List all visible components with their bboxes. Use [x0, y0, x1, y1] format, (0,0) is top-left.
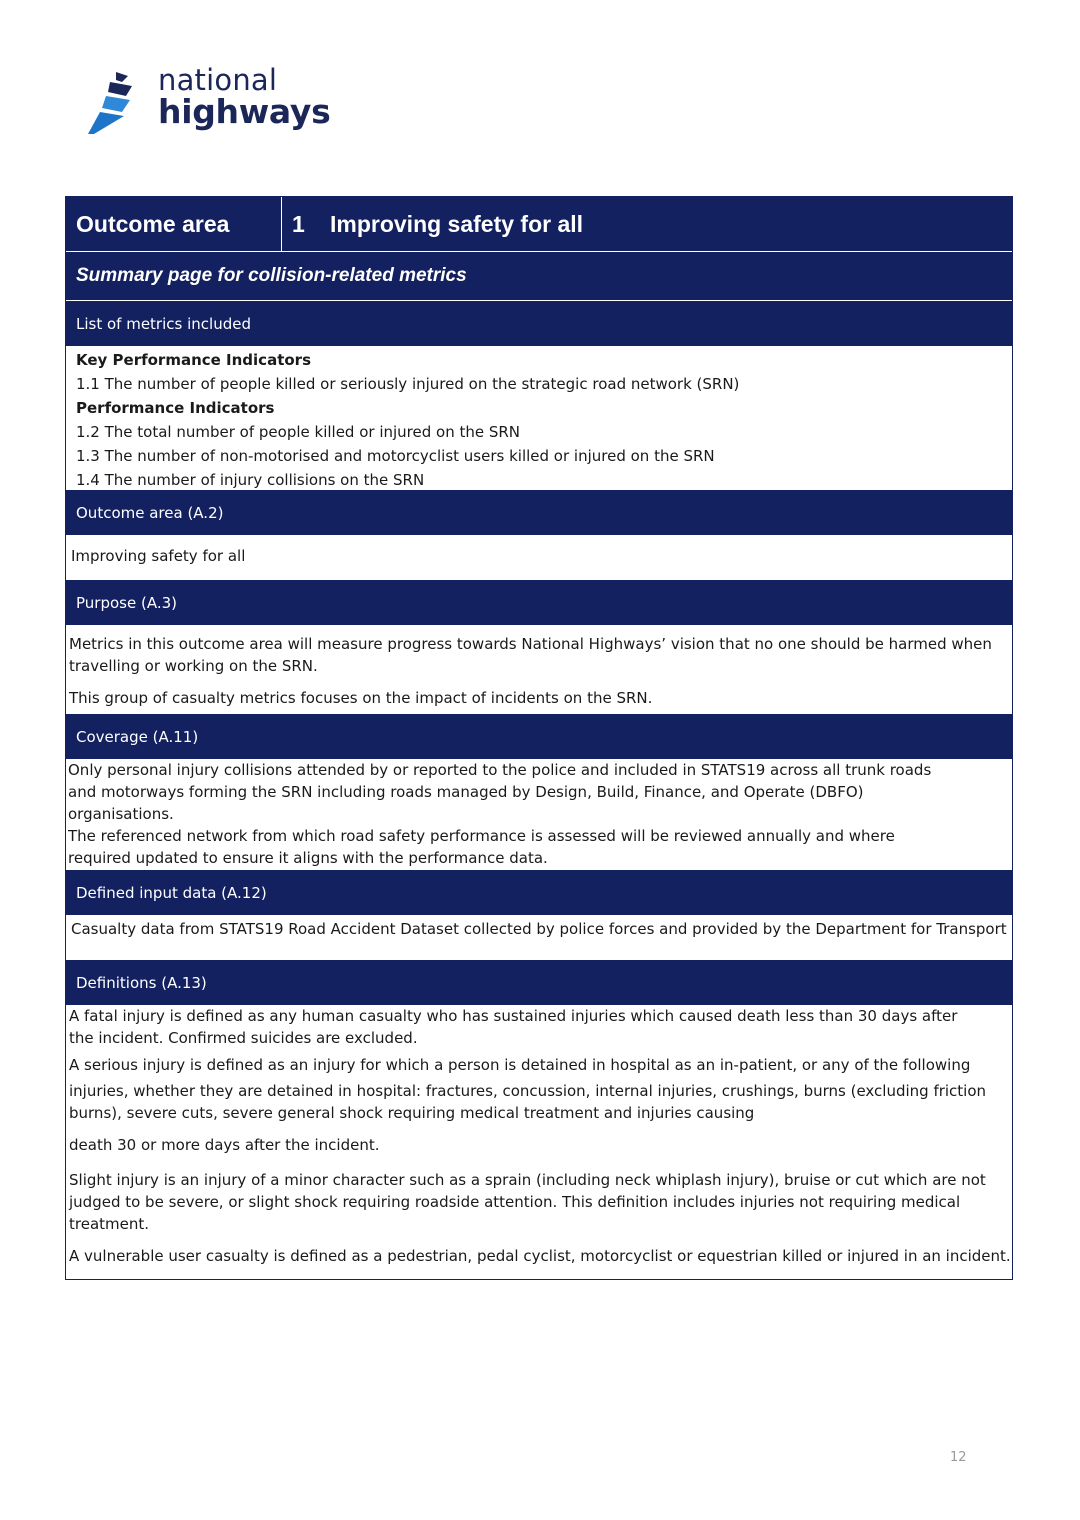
coverage-line: organisations. — [68, 805, 174, 823]
purpose-line: travelling or working on the SRN. — [69, 657, 318, 675]
definition-line: burns), severe cuts, severe general shock requiring medical treatment and injuries causing — [69, 1104, 755, 1122]
definitions-body — [66, 1005, 1012, 1279]
purpose-line: This group of casualty metrics focuses on the impact of incidents on the SRN. — [69, 689, 653, 707]
logo-word-highways: highways — [158, 92, 331, 131]
summary-subtitle: Summary page for collision-related metrics — [66, 251, 1012, 300]
title-row — [66, 197, 1012, 251]
definition-line: A fatal injury is defined as any human casualty who has sustained injuries which caused death less than 30 days after — [69, 1007, 958, 1025]
page-number: 12 — [950, 1450, 967, 1465]
purpose-header: Purpose (A.3) — [66, 579, 1012, 625]
definition-line: judged to be severe, or slight shock requiring roadside attention. This definition includes injuries not requiring medical — [69, 1193, 961, 1211]
kpi-heading: Key Performance Indicators — [76, 351, 311, 369]
coverage-line: Only personal injury collisions attended by or reported to the police and included in STATS19 across all trunk roads — [68, 761, 932, 779]
outcome-header: Outcome area (A.2) — [66, 489, 1012, 535]
metrics-body — [66, 346, 1012, 489]
pi-heading: Performance Indicators — [76, 399, 275, 417]
logo-word-national: national — [158, 63, 278, 97]
coverage-body — [66, 759, 1012, 869]
purpose-body — [66, 625, 1012, 713]
coverage-line: required updated to ensure it aligns with the performance data. — [68, 849, 548, 867]
summary-table — [65, 196, 1013, 1280]
definition-line: injuries, whether they are detained in hospital: fractures, concussion, internal injuries, crushings, burns (excluding friction — [69, 1082, 987, 1100]
outcome-body — [66, 535, 1012, 579]
definition-line: A vulnerable user casualty is defined as a pedestrian, pedal cyclist, motorcyclist or equestrian killed or injured in an incident. — [69, 1247, 1011, 1265]
outcome-text: Improving safety for all — [71, 547, 246, 565]
input-body — [66, 915, 1012, 959]
kpi-item: 1.1 The number of people killed or seriously injured on the strategic road network (SRN) — [76, 375, 740, 393]
pi-item: 1.4 The number of injury collisions on the SRN — [76, 471, 425, 489]
definitions-header: Definitions (A.13) — [66, 959, 1012, 1005]
outcome-number: 1 — [292, 210, 305, 237]
highways-mark-icon — [86, 68, 152, 134]
definition-line: treatment. — [69, 1215, 150, 1233]
pi-item: 1.3 The number of non-motorised and motorcyclist users killed or injured on the SRN — [76, 447, 715, 465]
outcome-area-label: Outcome area — [66, 197, 282, 251]
coverage-header: Coverage (A.11) — [66, 713, 1012, 759]
definition-line: A serious injury is defined as an injury for which a person is detained in hospital as an in-patient, or any of the following — [69, 1056, 971, 1074]
definition-line: Slight injury is an injury of a minor character such as a sprain (including neck whiplash injury), bruise or cut which are not — [69, 1171, 986, 1189]
coverage-line: and motorways forming the SRN including roads managed by Design, Build, Finance, and Operate (DBFO) — [68, 783, 864, 801]
definition-line: death 30 or more days after the incident. — [69, 1136, 380, 1154]
purpose-line: Metrics in this outcome area will measure progress towards National Highways’ vision that no one should be harmed when — [69, 635, 992, 653]
outcome-title-text: Improving safety for all — [330, 210, 584, 237]
input-header: Defined input data (A.12) — [66, 869, 1012, 915]
metrics-header: List of metrics included — [66, 300, 1012, 346]
definition-line: the incident. Confirmed suicides are excluded. — [69, 1029, 418, 1047]
outcome-area-title — [282, 197, 1012, 251]
coverage-line: The referenced network from which road safety performance is assessed will be reviewed annually and where — [68, 827, 895, 845]
pi-item: 1.2 The total number of people killed or injured on the SRN — [76, 423, 521, 441]
input-text: Casualty data from STATS19 Road Accident Dataset collected by police forces and provided by the Department for Transport — [71, 920, 1007, 938]
national-highways-logo — [86, 63, 331, 144]
